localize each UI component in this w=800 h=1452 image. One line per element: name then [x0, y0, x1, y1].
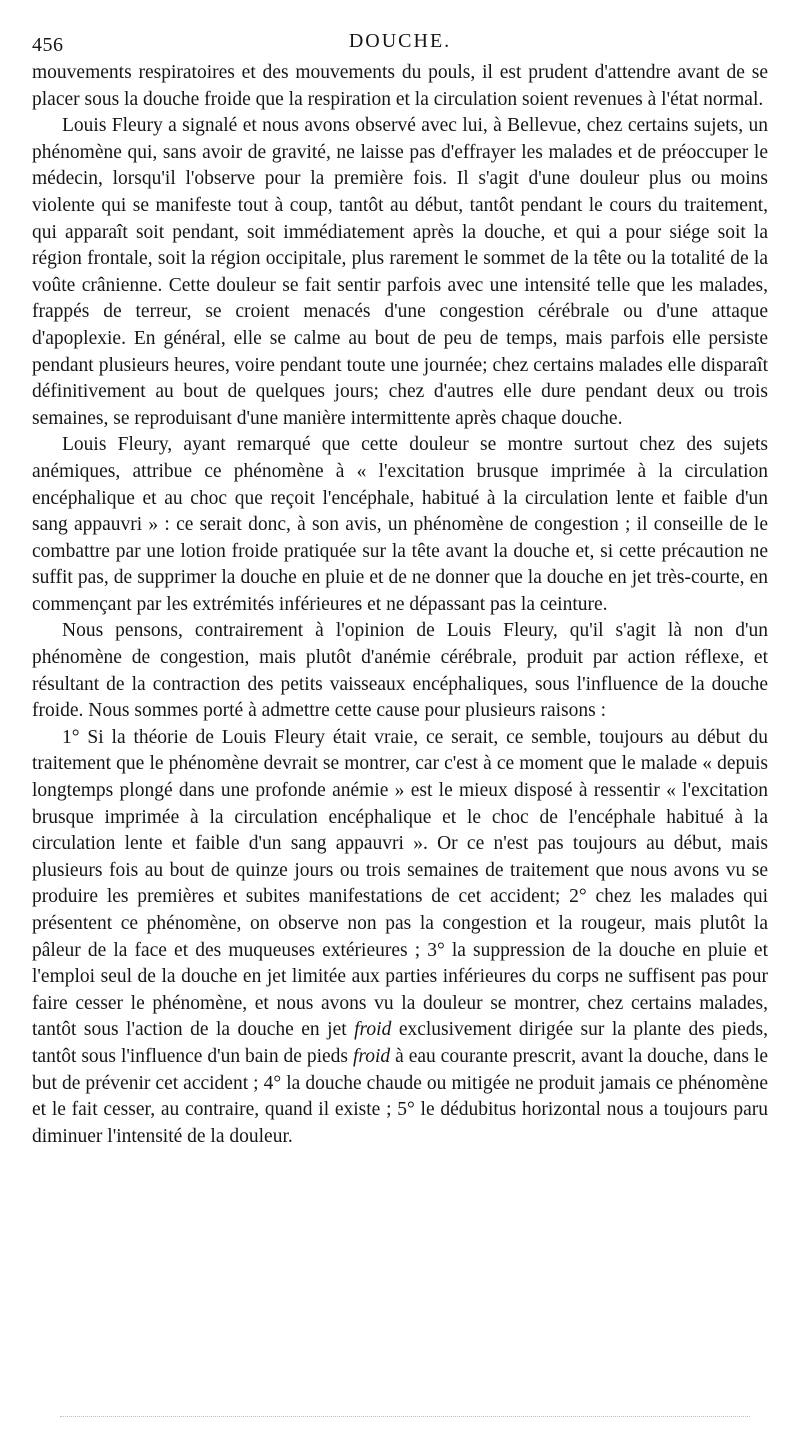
- paragraph-continued: mouvements respiratoires et des mouvements du pouls, il est prudent d'attendre avant de se placer sous la douche froide que la respiration et la circulation soient revenues à l'état normal.: [32, 62, 768, 110]
- footer-rule: [60, 1416, 750, 1417]
- page-number: 456: [32, 34, 64, 56]
- paragraph-fleury-theory: Louis Fleury, ayant remarqué que cette douleur se montre surtout chez des sujets anémiques, attribue ce phénomène à « l'excitation brusque imprimée à la circulation encéphalique et au choc que reçoit l'encéphale, habitué à la circulation lente et faible d'un sang appauvri » : ce serait donc, à son avis, un phénomène de congestion ; il conseille de le combattre par une lotion froide pratiquée sur la tête avant la douche et, si cette précaution ne suffit pas, de supprimer la douche en pluie et de ne donner que la douche en jet très-courte, en commençant par les extrémités inférieures et ne dépassant pas la ceinture.: [32, 434, 768, 615]
- body-text: [32, 60, 768, 1150]
- reasons-text-a: 1° Si la théorie de Louis Fleury était vraie, ce serait, ce semble, toujours au début du traitement que le phénomène devrait se montrer, car c'est à ce moment que le malade « depuis longtemps plongé dans une profonde anémie » est le mieux disposé à ressentir « l'excitation brusque imprimée à la circulation encéphalique et le choc de l'encéphale habitué à la circulation lente et faible d'un sang appauvri ». Or ce n'est pas toujours au début, mais plusieurs fois au bout de quinze jours ou trois semaines de traitement que nous avons vu se produire les premières et subites manifestations de cet accident; 2° chez les malades qui présentent ce phénomène, on observe non pas la congestion et la rougeur, mais plutôt la pâleur de la face et des muqueuses extérieures ; 3° la suppression de la douche en pluie et l'emploi seul de la douche en jet limitée aux parties inférieures du corps ne suffisent pas pour faire cesser le phénomène, et nous avons vu la douleur se montrer, chez certains malades, tantôt sous l'action de la douche en jet: [32, 726, 768, 1041]
- italic-froid-2: froid: [352, 1045, 391, 1067]
- running-head: DOUCHE.: [348, 30, 452, 52]
- paragraph-author-opinion: Nous pensons, contrairement à l'opinion de Louis Fleury, qu'il s'agit là non d'un phénomène de congestion, mais plutôt d'anémie cérébrale, produit par action réflexe, et résultant de la contraction des petits vaisseaux encéphaliques, sous l'influence de la douche froide. Nous sommes porté à admettre cette cause pour plusieurs raisons :: [32, 620, 768, 722]
- paragraph-fleury-observation: Louis Fleury a signalé et nous avons observé avec lui, à Bellevue, chez certains sujets, un phénomène qui, sans avoir de gravité, ne laisse pas d'effrayer les malades et de préoccuper le médecin, lorsqu'il l'observe pour la première fois. Il s'agit d'une douleur plus ou moins violente qui se manifeste tout à coup, tantôt au début, tantôt pendant le cours du traitement, qui apparaît soit pendant, soit immédiatement après la douche, et qui a pour siége soit la région frontale, soit la région occipitale, plus rarement le sommet de la tête ou la totalité de la voûte crânienne. Cette douleur se fait sentir parfois avec une intensité telle que les malades, frappés de terreur, se croient menacés d'une congestion cérébrale ou d'une attaque d'apoplexie. En général, elle se calme au bout de peu de temps, mais parfois elle persiste pendant plusieurs heures, voire pendant toute une journée; chez certains malades elle disparaît définitivement au bout de quelques jours; chez d'autres elle dure pendant deux ou trois semaines, se reproduisant d'une manière intermittente après chaque douche.: [32, 115, 768, 429]
- paragraph-reasons: [32, 725, 768, 1151]
- reasons-text-c: à eau courante prescrit, avant la douche, dans le but de prévenir cet accident ; 4° la douche chaude ou mitigée ne produit jamais ce phénomène et le fait cesser, au contraire, quand il existe ; 5° le dédubitus horizontal nous a toujours paru diminuer l'intensité de la douleur.: [32, 1045, 769, 1147]
- italic-froid-1: froid: [354, 1019, 392, 1041]
- reasons-text-b: exclusivement dirigée sur la plante des pieds, tantôt sous l'influence d'un bain de pieds: [32, 1019, 769, 1067]
- page-header: [32, 28, 768, 58]
